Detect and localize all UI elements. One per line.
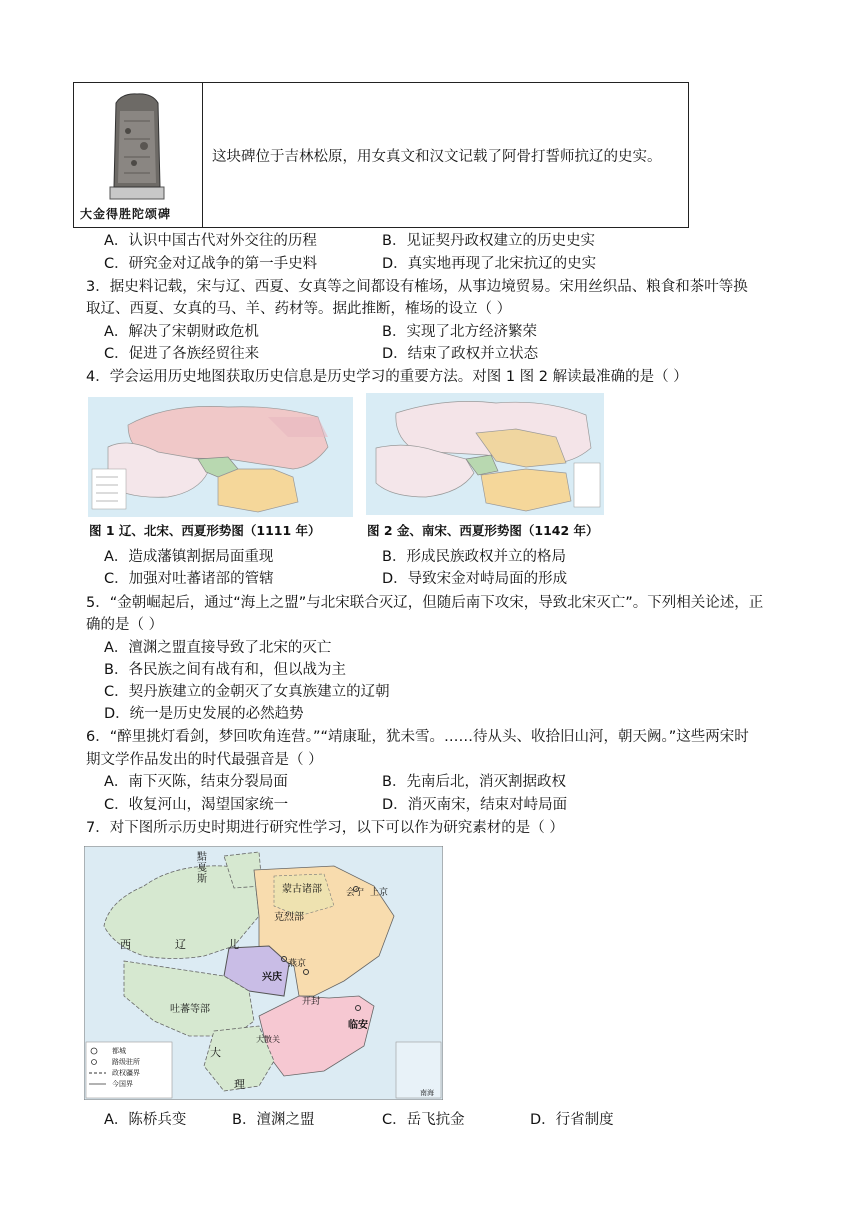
q6-stem-line1: 6．“醉里挑灯看剑，梦回吹角连营。”“靖康耻，犹未雪。……待从头、收拾旧山河，朝天阙。”这些两宋时 bbox=[86, 729, 749, 745]
map-label-huining: 会宁 bbox=[346, 888, 365, 898]
q3-option-b: B．实现了北方经济繁荣 bbox=[382, 324, 537, 340]
q6-option-d: D．消灭南宋，结束对峙局面 bbox=[382, 797, 568, 813]
map-label-mengwu: 黠戛斯 bbox=[197, 852, 207, 885]
stele-caption: 大金得胜陀颂碑 bbox=[80, 207, 172, 221]
q3-option-d: D．结束了政权并立状态 bbox=[382, 346, 539, 362]
map2-caption: 图 2 金、南宋、西夏形势图（1142 年） bbox=[367, 523, 599, 538]
stele-table bbox=[73, 82, 689, 228]
q6-option-b: B．先南后北，消灭割据政权 bbox=[382, 774, 566, 790]
q5-option-a: A．澶渊之盟直接导致了北宋的灭亡 bbox=[104, 640, 332, 656]
map-label-linan: 临安 bbox=[348, 1020, 368, 1031]
q5-option-c: C．契丹族建立的金朝灭了女真族建立的辽朝 bbox=[104, 684, 390, 700]
q7-option-d: D．行省制度 bbox=[530, 1112, 614, 1128]
q3-option-c: C．促进了各族经贸往来 bbox=[104, 346, 260, 362]
q2-option-c: C．研究金对辽战争的第一手史料 bbox=[104, 256, 318, 272]
stele-description: 这块碑位于吉林松原，用女真文和汉文记载了阿骨打誓师抗辽的史实。 bbox=[212, 149, 662, 165]
q7-option-a: A．陈桥兵变 bbox=[104, 1112, 187, 1128]
map1-caption: 图 1 辽、北宋、西夏形势图（1111 年） bbox=[89, 523, 321, 538]
q6-stem-line2: 期文学作品发出的时代最强音是（ ） bbox=[86, 752, 323, 768]
q6-option-a: A．南下灭陈，结束分裂局面 bbox=[104, 774, 288, 790]
stele-image bbox=[104, 91, 170, 203]
q5-stem-line1: 5．“金朝崛起后，通过“海上之盟”与北宋联合灭辽，但随后南下攻宋，导致北宋灭亡”。下列相关论述，正 bbox=[86, 595, 764, 611]
stele-image-cell bbox=[74, 83, 203, 227]
q4-option-b: B．形成民族政权并立的格局 bbox=[382, 549, 566, 565]
q3-stem-line2: 取辽、西夏、女真的马、羊、药材等。据此推断，榷场的设立（ ） bbox=[86, 301, 512, 317]
q4-stem: 4．学会运用历史地图获取历史信息是历史学习的重要方法。对图 1 图 2 解读最准确的是（ ） bbox=[86, 369, 688, 385]
q2-option-b: B．见证契丹政权建立的历史史实 bbox=[382, 233, 595, 249]
map-label-xingqing: 兴庆 bbox=[262, 972, 282, 983]
q6-option-c: C．收复河山，渴望国家统一 bbox=[104, 797, 289, 813]
map-figure-2 bbox=[366, 393, 604, 515]
map-label-dasan: 大散关 bbox=[256, 1035, 280, 1044]
map-legend-national: 今国界 bbox=[112, 1080, 133, 1088]
q7-option-c: C．岳飞抗金 bbox=[382, 1112, 465, 1128]
map-label-tufan: 吐蕃等部 bbox=[170, 1004, 210, 1015]
q5-option-d: D．统一是历史发展的必然趋势 bbox=[104, 706, 304, 722]
map-label-li: 理 bbox=[234, 1078, 245, 1091]
map-label-da: 大 bbox=[210, 1046, 221, 1059]
q2-option-a: A．认识中国古代对外交往的历程 bbox=[104, 233, 317, 249]
map-label-yanjing: 燕京 bbox=[288, 959, 307, 969]
q5-option-b: B．各民族之间有战有和，但以战为主 bbox=[104, 662, 346, 678]
q5-stem-line2: 确的是（ ） bbox=[86, 617, 164, 633]
q3-option-a: A．解决了宋朝财政危机 bbox=[104, 324, 259, 340]
q2-option-d: D．真实地再现了北宋抗辽的史实 bbox=[382, 256, 597, 272]
q7-option-b: B．澶渊之盟 bbox=[232, 1112, 315, 1128]
q4-option-d: D．导致宋金对峙局面的形成 bbox=[382, 571, 568, 587]
map-label-nanhai: 南海 bbox=[420, 1089, 434, 1097]
map-label-liao: 辽 bbox=[175, 938, 186, 951]
map-figure-1 bbox=[88, 397, 353, 517]
map-label-kelie: 克烈部 bbox=[274, 912, 304, 923]
map-label-shangjing: 上京 bbox=[370, 888, 389, 898]
q4-option-a: A．造成藩镇割据局面重现 bbox=[104, 549, 274, 565]
map-label-menggu: 蒙古诸部 bbox=[282, 884, 322, 895]
map-label-xi: 西 bbox=[120, 938, 131, 951]
map-legend-border: 政权疆界 bbox=[112, 1069, 140, 1077]
map-label-kaifeng: 开封 bbox=[302, 997, 321, 1007]
q7-stem: 7．对下图所示历史时期进行研究性学习，以下可以作为研究素材的是（ ） bbox=[86, 820, 564, 836]
map-legend-capital: 都城 bbox=[112, 1047, 126, 1055]
q4-option-c: C．加强对吐蕃诸部的管辖 bbox=[104, 571, 274, 587]
q3-stem-line1: 3．据史料记载，宋与辽、西夏、女真等之间都设有榷场，从事边境贸易。宋用丝织品、粮食和茶叶等换 bbox=[86, 279, 748, 295]
map-legend-seat: 路级驻所 bbox=[112, 1058, 140, 1066]
map-label-er: 儿 bbox=[228, 938, 239, 951]
